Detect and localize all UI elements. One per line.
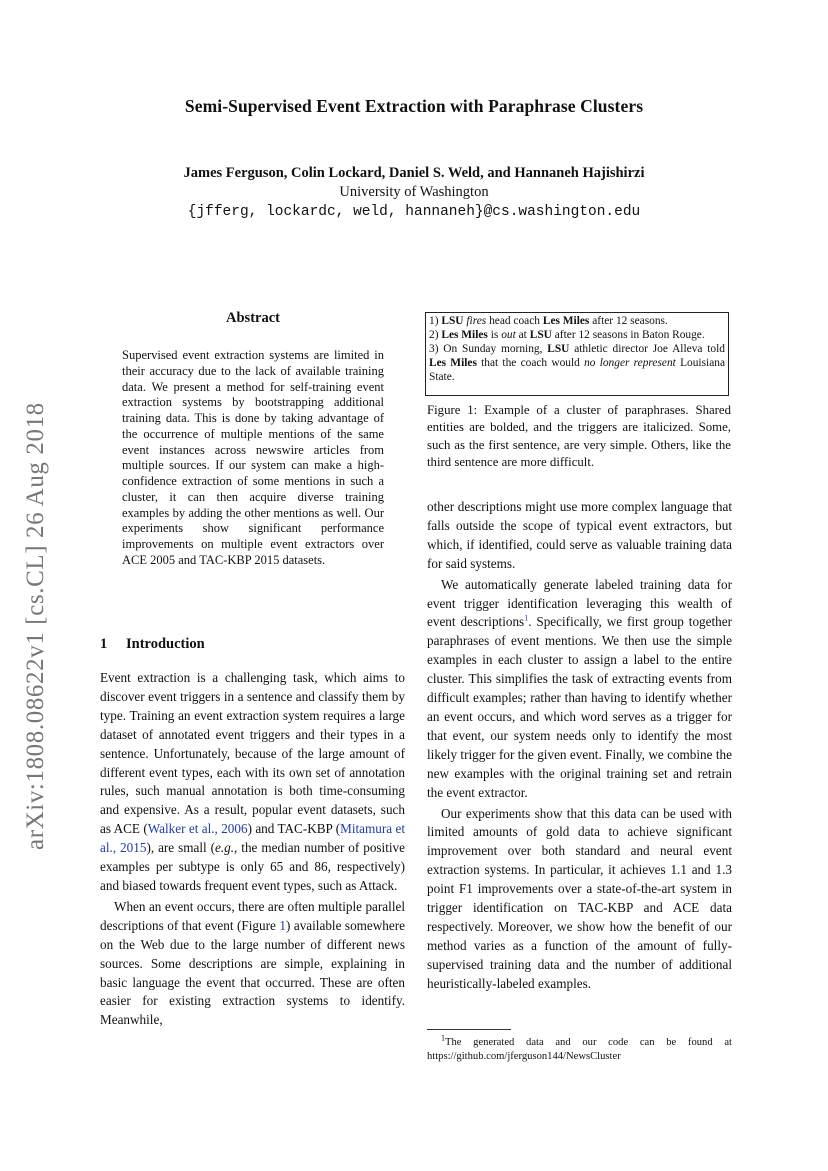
abstract-heading: Abstract xyxy=(226,310,280,326)
intro-paragraph-4: We automatically generate labeled training data for event trigger identification leveraging this wealth of event descriptions$^1$. Specifically, we first group together paraphrases of event mentions. We then use the simple examples in each cluster to assign a label to the entire cluster. This simplifies the task of extracting events from difficult examples; rather than having to identify whether an event occurs, and which word serves as a trigger for that event, our system needs only to identify the most likely trigger for the given event. Finally, we combine the new examples with the original training set and retrain the event extractor. xyxy=(427,576,732,800)
footnote xyxy=(427,1033,732,1065)
citation-walker[interactable]: Walker et al., 2006 xyxy=(147,821,248,837)
affiliation: University of Washington xyxy=(339,184,489,200)
left-column-body xyxy=(100,669,405,1030)
figure-1-caption: Figure 1: Example of a cluster of paraphrases. Shared entities are bolded, and the triggers are italicized. Some, such as the first sentence, are very simple. Others, like the third sentence are more difficult. xyxy=(427,403,731,470)
right-column-body xyxy=(427,498,732,994)
intro-paragraph-5: Our experiments show that this data can be used with limited amounts of gold data to achieve significant improvement over both standard and neural event extraction systems. In particular, it achieves 1.1 and 1.3 point F1 improvements over a state-of-the-art system in trigger identification on TAC-KBP and ACE data respectively. Moreover, we show how the benefit of our method varies as a function of the amount of fully-supervised training data and the number of additional heuristically-labeled examples. xyxy=(427,805,732,991)
footnote-text: The generated data and our code can be found at https://github.com/jferguson144/NewsCluster xyxy=(427,1037,732,1063)
citation-mitamura[interactable]: Mitamura et al., 2015 xyxy=(100,821,406,856)
footnote-number: 1 xyxy=(441,1033,445,1043)
paper-title: Semi-Supervised Event Extraction with Paraphrase Clusters xyxy=(184,96,644,116)
section-heading-introduction xyxy=(100,636,205,653)
figure-sentence-1: 1) LSU fires head coach Les Miles after 12 seasons. xyxy=(429,315,668,327)
intro-paragraph-1: Event extraction is a challenging task, which aims to discover event triggers in a sentence and classify them by type. Training an event extraction system requires a large dataset of annotated event triggers and their types in a sentence. Unfortunately, because of the large amount of different event types, each with its own set of annotation rules, such manual annotation is both time-consuming and expensive. As a result, popular event datasets, such as ACE (Walker et al., 2006) and TAC-KBP (Mitamura et al., 2015), are small (e.g., the median number of positive examples per subtype is only 65 and 86, respectively) and biased towards frequent event types, such as Attack. xyxy=(100,670,406,893)
section-title: Introduction xyxy=(126,636,205,652)
footnote-marker[interactable]: 1 xyxy=(524,614,529,624)
figure-sentence-3: 3) On Sunday morning, LSU athletic director Joe Alleva told Les Miles that the coach would no longer represent Louisiana State. xyxy=(429,343,725,383)
abstract-body: Supervised event extraction systems are limited in their accuracy due to the lack of available training data. We present a method for self-training event extraction systems by bootstrapping additional training data. This is done by taking advantage of the occurrence of multiple mentions of the same event instances across newswire articles from multiple sources. If our system can make a high-confidence extraction of some mentions in such a cluster, it can then acquire diverse training examples by adding the other mentions as well. Our experiments show significant performance improvements on multiple event extractors over ACE 2005 and TAC-KBP 2015 datasets. xyxy=(122,348,384,567)
section-number: 1 xyxy=(100,636,108,652)
figure-1-box xyxy=(425,312,729,396)
arxiv-stamp-container xyxy=(12,360,52,850)
intro-paragraph-3: other descriptions might use more complex language that falls outside the scope of typical event extractors, but which, if identified, could serve as valuable training data for said systems. xyxy=(427,499,732,571)
figure-sentence-2: 2) Les Miles is out at LSU after 12 seasons in Baton Rouge. xyxy=(429,329,705,341)
arxiv-stamp: arXiv:1808.08622v1 [cs.CL] 26 Aug 2018 xyxy=(22,402,49,850)
figure-reference-link[interactable]: 1 xyxy=(279,917,286,933)
author-list: James Ferguson, Colin Lockard, Daniel S. Weld, and Hannaneh Hajishirzi xyxy=(183,165,645,181)
footnote-divider xyxy=(427,1029,511,1030)
intro-paragraph-2: When an event occurs, there are often multiple parallel descriptions of that event (Figure 1) available somewhere on the Web due to the large number of different news sources. Some descriptions are simple, explaining in basic language the event that occurred. These are often easier for existing extraction systems to identify. Meanwhile, xyxy=(100,898,405,1028)
author-emails: {jfferg, lockardc, weld, hannaneh}@cs.washington.edu xyxy=(187,204,641,220)
